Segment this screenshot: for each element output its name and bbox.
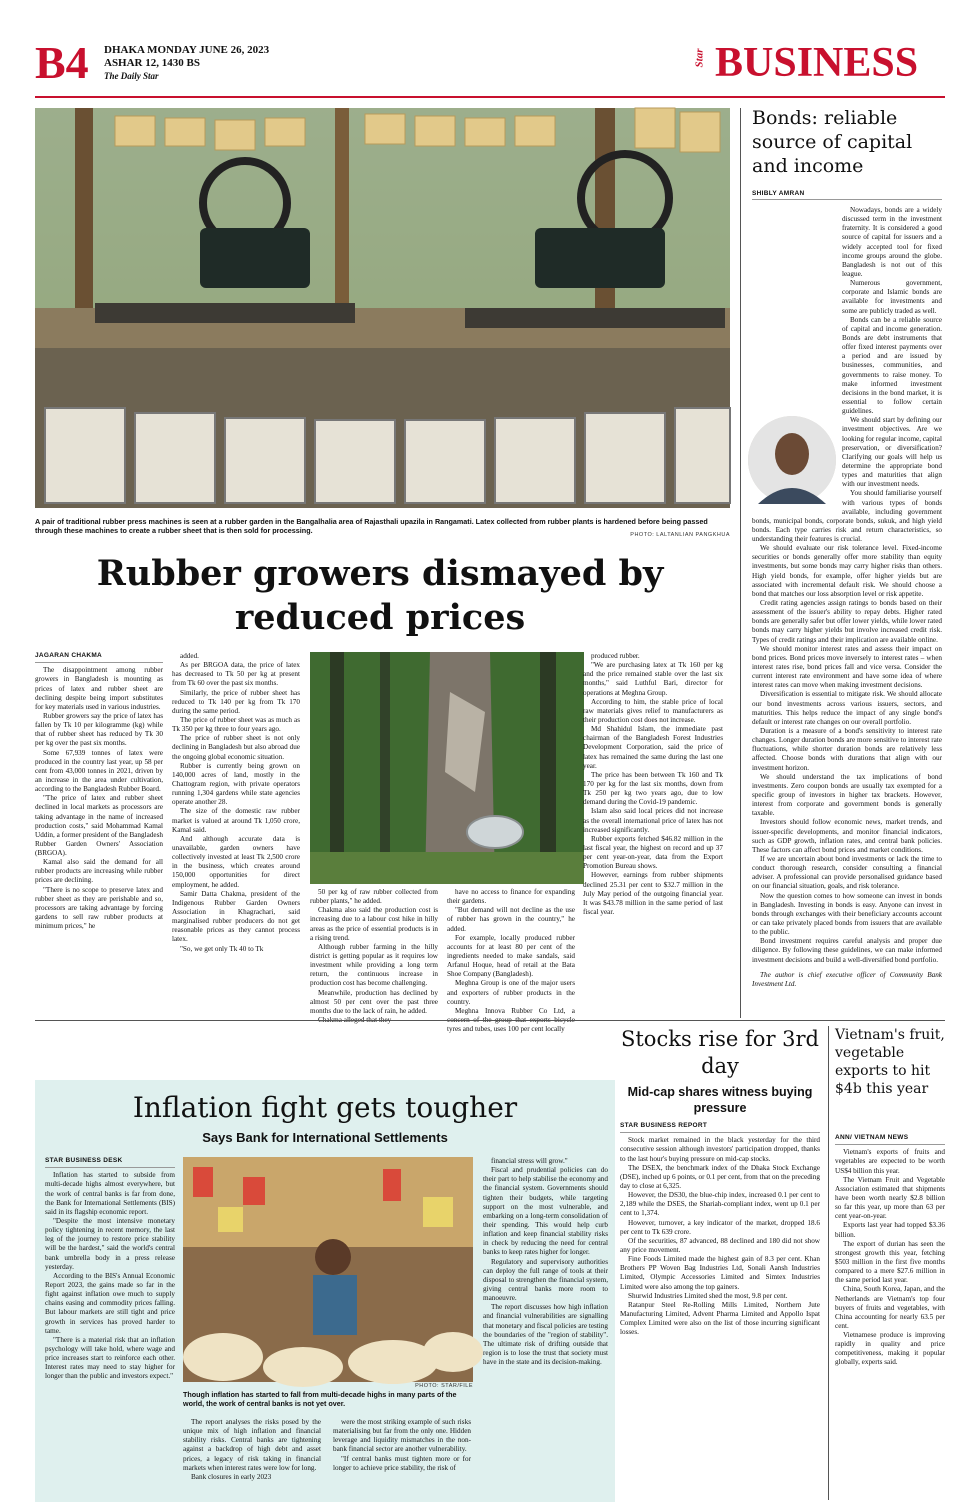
paragraph: "The price of latex and rubber sheet declined in local markets as processors are taking advantage in the name of increased production costs," said Mohammad Kamal Uddin, a former president of the Bangladesh Rubber Garden Owners' Association (BRGOA).: [35, 794, 163, 858]
rubber-col-3: [310, 888, 438, 1014]
paragraph: Chakma also said the production cost is increasing due to a labour cost hike in hilly areas as the price of essential products is in a rising trend.: [310, 906, 438, 942]
paragraph: The price of rubber sheet was as much as Tk 350 per kg three to four years ago.: [172, 715, 300, 734]
paragraph: Rubber exports fetched $46.82 million in the last fiscal year, the highest on record and up 37 per cent year-on-year, data from the Export Promotion Bureau shows.: [583, 834, 723, 871]
bonds-text: [752, 206, 942, 965]
inflation-col-1: [45, 1157, 175, 1500]
paragraph: And although accurate data is unavailable, garden owners have collectively invested at least Tk 2,500 crore in the business, which creates around 150,000 opportunities for direct employment, he added.: [172, 834, 300, 889]
paper-name: The Daily Star: [104, 71, 159, 81]
paragraph: Nowadays, bonds are a widely discussed term in the investment fraternity. It is considered a good source of capital for issuers and a widely accepted tool for fixed income groups around the globe. Bangladesh is not out of this league.: [842, 206, 942, 278]
paragraph: "There is no scope to preserve latex and rubber sheet as they are perishable and so, processors are taking advantage by forcing gardens to sell raw rubber products at minimum prices," he: [35, 885, 163, 931]
paragraph: Although rubber farming in the hilly district is getting popular as it requires low investment while providing a long term return, the continuous increase in production cost has become challenging.: [310, 942, 438, 988]
bonds-byline: SHIBLY AMRAN: [752, 190, 942, 200]
rubber-tree-photo: [310, 652, 584, 884]
rubber-col-4: [447, 888, 575, 1034]
paragraph: According to the BIS's Annual Economic Report 2023, the gains made so far in the fight against inflation owe much to supply chains easing and commodity prices falling. But labour markets are still tight and price growth in services has proved harder to tame.: [45, 1271, 175, 1335]
inflation-col-1-text: [45, 1171, 175, 1381]
paragraph: We should evaluate our risk tolerance level. Fixed-income securities or bonds generally offer more stability than equity investments, but some bonds may carry higher risks than others. High yield bonds, for example, offer higher yields but are associated with incremental default risk. We should choose a bond that matches our loss absorption level or risk appetite.: [752, 544, 942, 598]
paragraph: The price has been between Tk 160 and Tk 170 per kg for the last six months, down from Tk 250 per kg two years ago, due to low demand during the Covid-19 pandemic.: [583, 770, 723, 807]
author-photo: [748, 416, 836, 504]
page-code: B4: [35, 37, 89, 88]
paragraph: Bonds can be a reliable source of capital and income generation. Bonds are debt instruments that offer fixed interest payments over a period and are issued by businesses, communities, and governments to raise money. To make informed investment decisions in the bond market, it is essential to follow certain guidelines.: [842, 315, 942, 416]
paragraph: "So, we get only Tk 40 to Tk: [180, 944, 264, 953]
paragraph: Samir Datta Chakma, president of the Indigenous Rubber Garden Owners Association in Khagrachari, said marginalised rubber producers do not get reasonable prices as they cannot process latex.: [172, 889, 300, 944]
section-title: BUSINESS: [715, 40, 919, 86]
paragraph: Diversification is essential to mitigate risk. We should allocate our bond investments across various issuers, sectors, and maturities. This helps reduce the impact of any single bond's default or interest rate changes on our overall portfolio.: [752, 690, 942, 726]
paragraph: The export of durian has seen the strongest growth this year, fetching $503 million in the first five months compared to a mere $27.6 million in the same period last year.: [835, 1239, 945, 1285]
stocks-subhead: Mid-cap shares witness buying pressure: [627, 1085, 813, 1115]
paragraph: Of the securities, 87 advanced, 88 declined and 180 did not show any price movement.: [620, 1236, 820, 1254]
paragraph: "We are purchasing latex at Tk 160 per kg and the price remained stable over the last six months," said Luthful Bari, director for operations at Meghna Group.: [583, 661, 723, 697]
market-photo-credit: PHOTO: STAR/FILE: [415, 1383, 473, 1389]
paragraph: The Vietnam Fruit and Vegetable Association estimated that shipments have been worth nearly $2.8 billion so far this year, up more than 63 per cent year-on-year.: [835, 1175, 945, 1221]
paragraph: The report discusses how high inflation and financial vulnerabilities are signalling that monetary and fiscal policies are testing the boundaries of the "region of stability". The ultimate risk of drifting outside that region is to lose the trust that society must have in the state and its decision-making.: [483, 1303, 608, 1367]
rubber-headline: Rubber growers dismayed by reduced prices: [96, 553, 664, 638]
bangla-date: ASHAR 12, 1430 BS: [104, 57, 200, 69]
paragraph: Inflation has started to subside from multi-decade highs almost everywhere, but the work of central banks is far from done, the Bank for International Settlements (BIS) said in its flagship economic report.: [45, 1171, 175, 1216]
paragraph: have no access to finance for expanding their gardens.: [447, 888, 575, 906]
paragraph: We should understand the tax implications of bond investments. Zero coupon bonds are usually tax exempted for a specific group of investors in higher tax brackets. However, interest from corporate and government bonds is generally taxable.: [752, 772, 942, 818]
paragraph: The price of rubber sheet is not only declining in Bangladesh but also abroad due the ongoing global economic situation.: [172, 734, 300, 761]
paragraph: Fiscal and prudential policies can do their part to help stabilise the economy and the financial system. Governments should tighten their budgets, while targeting support on the most vulnerable, and embarking on a long-term consolidation of their spending. This would help curb inflation and keep financial stability risks in check by reducing the need for central banks to keep rates higher for longer.: [483, 1166, 608, 1257]
inflation-col-3: [333, 1418, 471, 1500]
stocks-byline: STAR BUSINESS REPORT: [620, 1122, 820, 1133]
paragraph: 50 per kg of raw rubber collected from rubber plants," he added.: [310, 888, 438, 906]
paragraph: The DSEX, the benchmark index of the Dhaka Stock Exchange (DSE), inched up 6 points, or 0.1 per cent, from that on the preceding day to close at 6,325.: [620, 1163, 820, 1190]
paragraph: According to him, the stable price of local raw materials gives relief to manufacturers as their production cost does not increase.: [583, 697, 723, 724]
rubber-col-1-text: [35, 666, 163, 931]
paragraph: China, South Korea, Japan, and the Netherlands are Vietnam's top four buyers of fruits and vegetables, with China accounting for nearly 63.5 per cent.: [835, 1285, 945, 1330]
paragraph: We should start by defining our investment objectives. Are we looking for regular income, capital preservation, or diversification? Clarifying our goals will help us determine the appropriate bond types and maturities that align with our investment needs.: [842, 416, 942, 489]
market-photo-caption: Though inflation has started to fall from multi-decade highs in many parts of the world, the work of central banks is not yet over.: [183, 1390, 457, 1409]
paragraph: Investors should follow economic news, market trends, and issuer-specific developments, and monitor financial indicators, such as GDP growth, inflation rates, and central bank policies. These factors can affect bond prices and market conditions.: [752, 818, 942, 854]
date-line: DHAKA MONDAY JUNE 26, 2023: [104, 44, 270, 56]
stocks-headline: Stocks rise for 3rd day: [620, 1027, 819, 1078]
paragraph: Bond investment requires careful analysis and proper due diligence. By following these guidelines, we can make informed investment decisions and build a well-diversified bond portfolio.: [752, 937, 942, 964]
paragraph: financial stress will grow.": [491, 1157, 568, 1165]
paragraph: Fine Foods Limited made the highest gain of 8.3 per cent. Khan Brothers PP Woven Bag Industries Ltd, Sonali Aansh Industries Limited, Olympic Accessories Limited and Simtex Industries Limited were also among the top gainers.: [620, 1255, 820, 1291]
paragraph: Numerous government, corporate and Islamic bonds are available for investments and some are publicly traded as well.: [842, 279, 942, 315]
rubber-photo-caption: A pair of traditional rubber press machines is seen at a rubber garden in the Bangalhalia area of Rajasthali upazila in Rangamati. Latex collected from rubber plants is hardened before being passed through these machines to create a rubber sheet that is then sold for processing.: [35, 517, 708, 536]
paragraph: The size of the domestic raw rubber market is valued at around Tk 1,050 crore, Kamal said.: [172, 807, 300, 834]
paragraph: However, turnover, a key indicator of the market, dropped 18.6 per cent to Tk 639 crore.: [620, 1218, 820, 1236]
paragraph: "But demand will not decline as the use of rubber has grown in the country," he added.: [447, 906, 575, 933]
paragraph: Some 67,939 tonnes of latex were produced in the country last year, up 58 per cent from 43,000 tonnes in 2021, driven by an increase in the area under cultivation, according to the Bangladesh Rubber Board.: [35, 748, 163, 794]
paragraph: The disappointment among rubber growers in Bangladesh is mounting as prices of latex and rubber sheet are declining despite being import substitutes for key materials used in various industries.: [35, 666, 163, 711]
paragraph: However, the DS30, the blue-chip index, increased 0.1 per cent to 2,189 while the DSES, the Shariah-compliant index, went up 0.1 per cent to 1,374.: [620, 1191, 820, 1218]
paragraph: Bank closures in early 2023: [191, 1472, 272, 1481]
paragraph: were the most striking example of such risks materialising but far from the only one. Hidden leverage and liquidity mismatches in the non-bank financial sector are another vulnerability.: [333, 1418, 471, 1454]
paragraph: Vietnam's exports of fruits and vegetables are expected to be worth US$4 billion this year.: [835, 1148, 945, 1175]
paragraph: produced rubber.: [591, 652, 640, 660]
paragraph: Rubber is currently being grown on 140,000 acres of land, mostly in the Chattogram region, with private operators running 1,304 gardens while state agencies operate another 28.: [172, 761, 300, 807]
paragraph: However, earnings from rubber shipments declined 25.31 per cent to $32.7 million in the July May period of the outgoing financial year. It was $43.78 million in the same period of last fiscal year.: [583, 871, 723, 916]
paragraph: Regulatory and supervisory authorities can deploy the full range of tools at their disposal to strengthen the financial system, giving central banks more room to manoeuvre.: [483, 1257, 608, 1303]
rubber-bonds-divider: [740, 108, 741, 1018]
vietnam-headline: Vietnam's fruit, vegetable exports to hit $4b this year: [835, 1027, 945, 1097]
paragraph: The report analyses the risks posed by the unique mix of high inflation and financial stability risks. Central banks are tightening against a backdrop of high debt and asset prices, a legacy of risk taking in financial markets when interest rates were low for long.: [183, 1418, 321, 1472]
paragraph: Kamal also said the demand for all rubber products are increasing while rubber prices are declining.: [35, 858, 163, 885]
rubber-byline: JAGARAN CHAKMA: [35, 652, 163, 663]
inflation-col-2: [183, 1418, 321, 1500]
paragraph: You should familiarise yourself with various types of bonds available, including government bonds, municipal bonds, corporate bonds, sukuk, and high yield bonds. Each type carries risk and return characteristics, so understanding their features is crucial.: [752, 489, 942, 544]
vietnam-body: [835, 1134, 945, 1500]
paragraph: We should monitor interest rates and assess their impact on bond prices. Bond prices move inversely to interest rates – when interest rates rise, bond prices fall and vice versa. Consider the current interest rate environment and have some idea of where interest rates can move when making investment decisions.: [752, 644, 942, 690]
stocks-body: [620, 1122, 820, 1500]
market-photo: [183, 1157, 473, 1382]
paragraph: Vietnamese produce is improving rapidly in quality and price competitiveness, making it popular globally, experts said.: [835, 1331, 945, 1367]
paragraph: For example, locally produced rubber accounts for at least 80 per cent of the ingredients needed to make sandals, said Arfanul Hoque, head of retail at the Bata Shoe Company (Bangladesh).: [447, 933, 575, 979]
paragraph: Exports last year had topped $3.36 billion.: [835, 1221, 945, 1239]
rubber-col-5: [583, 652, 723, 1014]
stocks-vietnam-divider: [828, 1026, 829, 1500]
paragraph: "Despite the most intensive monetary policy tightening in recent memory, the last leg of the journey to restore price stability will be the hardest," said the world's central bank umbrella body in a press release yesterday.: [45, 1216, 175, 1271]
paragraph: As per BRGOA data, the price of latex has decreased to Tk 50 per kg at present from Tk 60 over the past six months.: [172, 661, 300, 688]
paragraph: Stock market remained in the black yesterday for the third consecutive session although investors' participation dropped, thanks to the last hour's buying pressure on mid-cap stocks.: [620, 1136, 820, 1163]
paragraph: Meghna Group is one of the major users and exporters of rubber products in the country.: [447, 979, 575, 1006]
paragraph: Meghna Innova Rubber Co Ltd, a tyres and tubes, uses 100 per cent locally: [447, 1006, 575, 1034]
paragraph: Shurwid Industries Limited shed the most, 9.8 per cent.: [628, 1291, 788, 1300]
paragraph: Md Shahidul Islam, the immediate past chairman of the Bangladesh Forest Industries Development Corporation, said the price of latex has remained the same during the last one year.: [583, 725, 723, 770]
rubber-photo-credit: PHOTO: LALTANLIAN PANGKHUA: [630, 532, 730, 538]
bonds-author-note: The author is chief executive officer of Community Bank Investment Ltd.: [752, 970, 942, 988]
paragraph: If we are uncertain about bond investments or lack the time to conduct thorough research, consider consulting a financial adviser. A professional can provide personalised guidance based on our financial situation, goals, and risk tolerance.: [752, 854, 942, 891]
paragraph: Now the question comes to how someone can invest in bonds in Bangladesh. Investing in bonds is easy. Anyone can invest in bonds through exchanges with their beneficiary accounts account or can take privately placed bonds from issuers that are available to the public.: [752, 891, 942, 937]
rubber-col-1: [35, 652, 163, 1014]
paragraph: "There is a material risk that an inflation psychology will take hold, where wage and price increases start to reinforce each other. Interest rates may need to stay higher for longer than the public and investors expect.": [45, 1335, 175, 1381]
paragraph: added.: [180, 652, 199, 660]
rubber-press-photo: [35, 108, 730, 508]
inflation-subhead: Says Bank for International Settlements: [202, 1130, 448, 1145]
masthead-rule: [35, 96, 945, 98]
vietnam-text: [835, 1148, 945, 1367]
paragraph: Ratanpur Steel Re-Rolling Mills Limited, Northern Jute Manufacturing Limited, Advent Pharma Limited and Appollo Ispat Complex Limited were also on the list of those incurring significant losses.: [620, 1300, 820, 1337]
vietnam-byline: ANN/ VIETNAM NEWS: [835, 1134, 945, 1145]
inflation-col-4: [483, 1157, 608, 1500]
paragraph: Rubber growers say the price of latex has fallen by Tk 10 per kilogramme (kg) while that of rubber sheet has reduced by Tk 30 per kg over the past six months.: [35, 711, 163, 748]
rubber-col-2: [172, 652, 300, 1014]
section-divider: [35, 1020, 945, 1021]
section-logo-prefix: Star: [693, 48, 706, 68]
paragraph: Similarly, the price of rubber sheet has reduced to Tk 140 per kg from Tk 170 during the same period.: [172, 688, 300, 715]
bonds-body: [752, 206, 942, 1002]
stocks-text: [620, 1136, 820, 1337]
paragraph: "If central banks must tighten more or for longer to achieve price stability, the risk of: [333, 1454, 471, 1472]
paragraph: Credit rating agencies assign ratings to bonds based on their assessment of the issuer's ability to repay debts. Higher rated bonds are generally safer but offer lower yields, while lower rated bonds may carry higher yields but involve increased credit risk. Types of credit ratings and their implication are available online.: [752, 599, 942, 644]
paragraph: Islam also said local prices did not increase as the overall international price of latex has not increased significantly.: [583, 807, 723, 834]
inflation-byline: STAR BUSINESS DESK: [45, 1157, 175, 1168]
bonds-headline: Bonds: reliable source of capital and income: [752, 107, 913, 177]
paragraph: Duration is a measure of a bond's sensitivity to interest rate changes. Longer duration bonds are more sensitive to interest rate fluctuations, while shorter duration bonds are relatively less affected. Choose bonds with durations that align with our investment horizon.: [752, 727, 942, 772]
paragraph: Meanwhile, production has declined by almost 50 per cent over the past three months due to the lack of rain, he added.: [310, 988, 438, 1015]
inflation-headline: Inflation fight gets tougher: [132, 1091, 518, 1124]
